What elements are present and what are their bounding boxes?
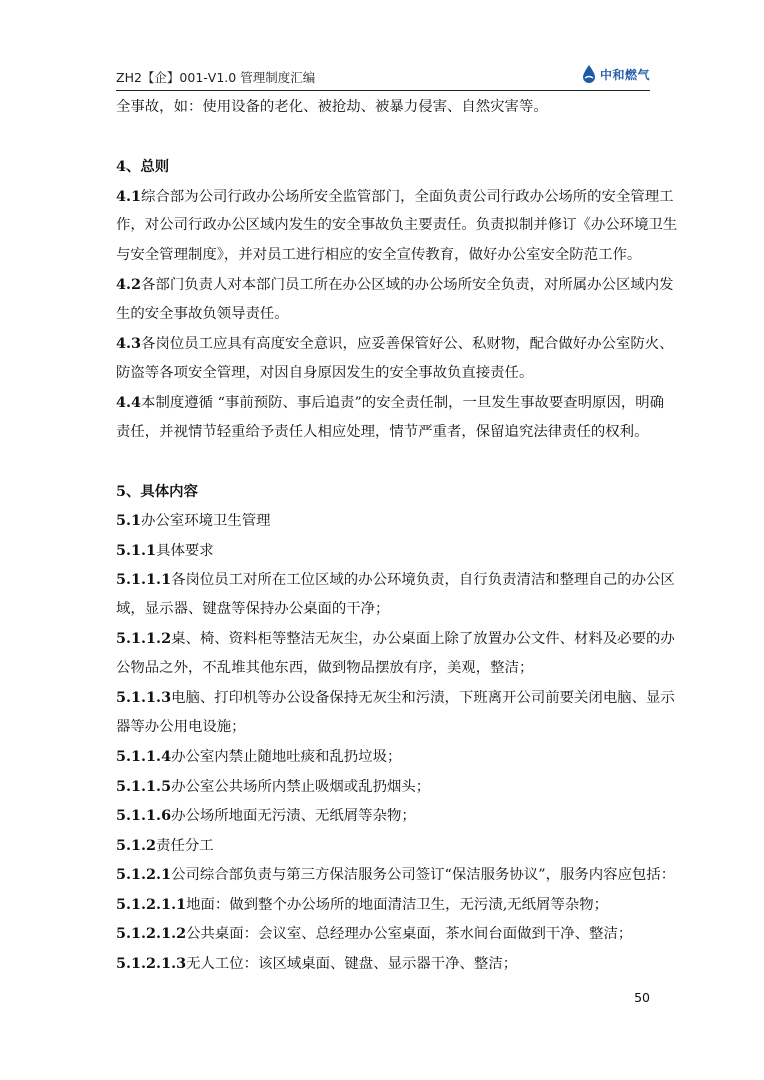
header-title: ZH2【企】001-V1.0 管理制度汇编	[116, 70, 316, 85]
clause-text: 域，显示器、键盘等保持办公桌面的干净；	[116, 600, 390, 617]
paragraph-line	[116, 772, 656, 802]
clause-number: 5.1	[116, 512, 142, 529]
paragraph-line	[116, 93, 656, 123]
paragraph-line	[116, 536, 656, 566]
paragraph-line	[116, 565, 675, 595]
clause-text: 办公室内禁止随地吐痰和乱扔垃圾；	[171, 749, 402, 765]
clause-text: 电脑、打印机等办公设备保持无灰尘和污渍，下班离开公司前要关闭电脑、显示	[171, 690, 675, 706]
clause-text: 防盗等各项安全管理，对因自身原因发生的安全事故负直接责任。	[116, 364, 534, 381]
clause-number: 5.1.1.2	[116, 630, 172, 647]
paragraph-line	[116, 831, 656, 861]
blank-line	[116, 447, 656, 477]
section-heading: 5、具体内容	[116, 482, 198, 500]
clause-text: 公物品之外，不乱堆其他东西，做到物品摆放有序，美观，整洁；	[116, 659, 534, 676]
clause-text: 作，对公司行政办公区域内发生的安全事故负主要责任。负责拟制并修订《办公环境卫生	[116, 217, 678, 233]
clause-number: 4.4	[116, 394, 142, 411]
clause-text: 器等办公用电设施；	[116, 718, 246, 735]
clause-number: 5.1.1.4	[116, 748, 172, 765]
header-divider	[116, 90, 650, 91]
paragraph-line	[116, 388, 665, 418]
clause-text: 责任分工	[156, 837, 214, 854]
clause-text: 具体要求	[156, 542, 214, 559]
clause-text: 地面：做到整个办公场所的地面清洁卫生，无污渍,无纸屑等杂物；	[186, 896, 609, 913]
clause-number: 5.1.1.5	[116, 777, 172, 795]
company-logo	[581, 62, 650, 86]
clause-text: 各岗位员工应具有高度安全意识，应妥善保管好公、私财物，配合做好办公室防火、	[141, 336, 674, 352]
clause-text: 公共桌面：会议室、总经理办公室桌面，茶水间台面做到干净、整洁；	[186, 926, 633, 942]
paragraph-line	[116, 919, 656, 949]
clause-text: 全事故，如：使用设备的老化、被抢劫、被暴力侵害、自然灾害等。	[116, 99, 548, 115]
paragraph-line	[116, 329, 674, 359]
page-number: 50	[634, 990, 650, 1005]
paragraph-line	[116, 506, 656, 536]
paragraph-line	[116, 890, 656, 920]
paragraph-line	[116, 241, 656, 271]
clause-text: 与安全管理制度》，并对员工进行相应的安全宣传教育，做好办公室安全防范工作。	[116, 246, 642, 263]
clause-number: 5.1.1.1	[116, 571, 172, 588]
paragraph-line	[116, 683, 675, 713]
clause-number: 5.1.2.1.1	[116, 895, 187, 913]
clause-text: 各部门负责人对本部门员工所在办公区域的办公场所安全负责，对所属办公区域内发	[141, 277, 674, 293]
clause-number: 4.2	[116, 276, 142, 293]
clause-number: 4.1	[116, 187, 142, 205]
paragraph-line	[116, 418, 656, 448]
paragraph-line	[116, 654, 656, 684]
clause-text: 公司综合部负责与第三方保洁服务公司签订“保洁服务协议”，服务内容应包括：	[171, 867, 676, 883]
paragraph-line	[116, 742, 656, 772]
clause-text: 各岗位员工对所在工位区域的办公环境负责，自行负责清洁和整理自己的办公区	[171, 572, 675, 588]
paragraph-line	[116, 624, 675, 654]
clause-number: 5.1.1	[116, 541, 157, 559]
paragraph-line	[116, 713, 656, 743]
clause-text: 桌、椅、资料柜等整洁无灰尘，办公桌面上除了放置办公文件、材料及必要的办	[171, 631, 675, 647]
clause-text: 综合部为公司行政办公场所安全监管部门，全面负责公司行政办公场所的安全管理工	[141, 188, 674, 205]
page-header	[116, 62, 650, 90]
clause-number: 5.1.2.1.2	[116, 925, 187, 942]
clause-text: 办公场所地面无污渍、无纸屑等杂物；	[171, 808, 416, 824]
paragraph-line	[116, 595, 656, 625]
paragraph-line	[116, 949, 656, 979]
clause-text: 责任，并视情节轻重给予责任人相应处理，情节严重者，保留追究法律责任的权利。	[116, 423, 649, 440]
paragraph-line	[116, 801, 656, 831]
clause-number: 5.1.2.1	[116, 866, 172, 883]
paragraph-line	[116, 300, 656, 330]
paragraph-line	[116, 270, 674, 300]
clause-number: 5.1.2	[116, 836, 157, 854]
section-heading: 4、总则	[116, 158, 170, 175]
clause-number: 4.3	[116, 335, 142, 352]
clause-text: 生的安全事故负领导责任。	[116, 305, 289, 322]
clause-number: 5.1.1.3	[116, 689, 172, 706]
paragraph-line	[116, 182, 674, 212]
paragraph-line	[116, 860, 676, 890]
paragraph-line	[116, 359, 656, 389]
clause-text: 办公室环境卫生管理	[141, 513, 271, 529]
gas-drop-icon	[581, 64, 597, 84]
paragraph-line	[116, 211, 678, 241]
document-body	[116, 93, 678, 978]
clause-text: 办公室公共场所内禁止吸烟或乱扔烟头；	[171, 778, 431, 795]
clause-text: 无人工位：该区域桌面、键盘、显示器干净、整洁；	[186, 955, 518, 972]
blank-line	[116, 123, 656, 153]
clause-number: 5.1.1.6	[116, 807, 172, 824]
clause-number: 5.1.2.1.3	[116, 954, 187, 972]
logo-text: 中和燃气	[599, 67, 650, 82]
clause-text: 本制度遵循 “事前预防、事后追责”的安全责任制，一旦发生事故要查明原因，明确	[141, 395, 665, 411]
